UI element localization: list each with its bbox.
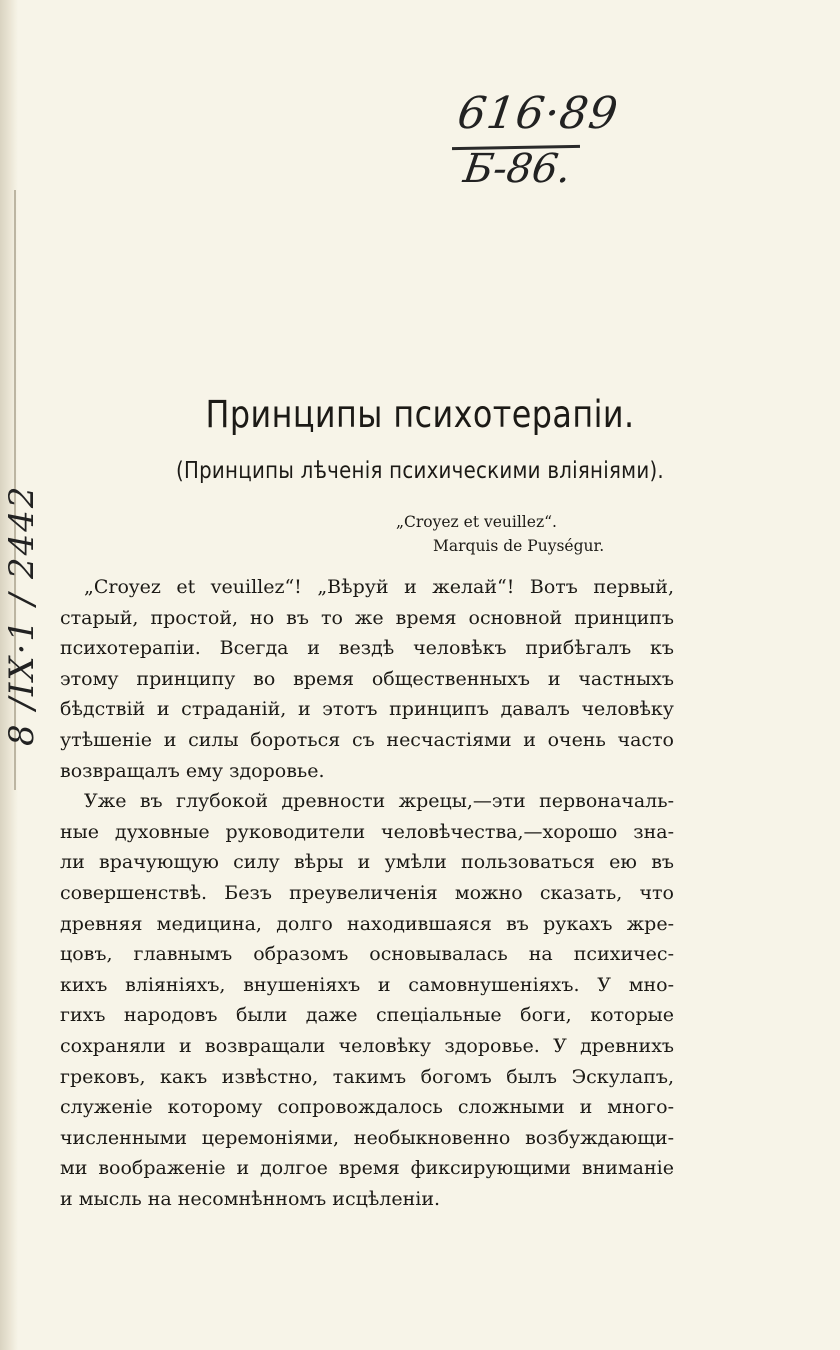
epigraph-author: Marquis de Puységur. [433,537,605,555]
text-line: цовъ, главнымъ образомъ основывалась на психичес- [60,943,674,966]
text-line: „Croyez et veuillez“! „Вѣруй и желай“! Вотъ первый, [84,576,674,598]
text-line: возвращалъ ему здоровье. [60,759,325,782]
epigraph-quote: „Croyez et veuillez“. [396,513,557,531]
text-line: старый, простой, но въ то же время основной принципъ [60,606,674,629]
text-line: этому принципу во время общественныхъ и частныхъ [60,667,674,690]
text-line: бѣдствій и страданій, и этотъ принципъ давалъ человѣку [60,698,674,721]
handwritten-margin-note: 8 /IX·1 / 2442 [2,484,42,746]
handwritten-shelf-mark [448,88,622,198]
text-line: совершенствѣ. Безъ преувеличенія можно сказать, что [60,881,674,904]
text-line: сохраняли и возвращали человѣку здоровье. У древнихъ [60,1034,674,1057]
shelf-mark-code: Б-86. [460,146,574,192]
page-subtitle: (Принципы лѣченія психическими вліяніями). [176,458,664,484]
text-line: Уже въ глубокой древности жрецы,—эти первоначаль- [84,790,674,813]
shelf-mark-number: 616·89 [454,88,622,139]
text-line: численными церемоніями, необыкновенно возбуждающи- [60,1126,674,1149]
text-line: гихъ народовъ были даже спеціальные боги, которые [60,1004,674,1027]
text-line: грековъ, какъ извѣстно, такимъ богомъ былъ Эскулапъ, [60,1065,674,1088]
text-line: психотерапіи. Всегда и вездѣ человѣкъ прибѣгалъ къ [60,637,674,660]
epigraph [396,510,604,558]
page-title: Принципы психотерапіи. [205,393,635,436]
text-line: древняя медицина, долго находившаяся въ рукахъ жре- [60,912,674,935]
text-line: кихъ вліяніяхъ, внушеніяхъ и самовнушеніяхъ. У мно- [60,973,674,996]
text-line: ные духовные руководители человѣчества,—хорошо зна- [60,820,674,843]
text-line: ми воображеніе и долгое время фиксирующими вниманіе [60,1157,674,1180]
text-line: ли врачующую силу вѣры и умѣли пользоваться ею въ [60,851,674,874]
text-line: служеніе которому сопровождалось сложными и много- [60,1096,674,1119]
body-text [60,572,674,1214]
text-line: утѣшеніе и силы бороться съ несчастіями и очень часто [60,728,674,751]
text-line: и мысль на несомнѣнномъ исцѣленіи. [60,1187,441,1210]
